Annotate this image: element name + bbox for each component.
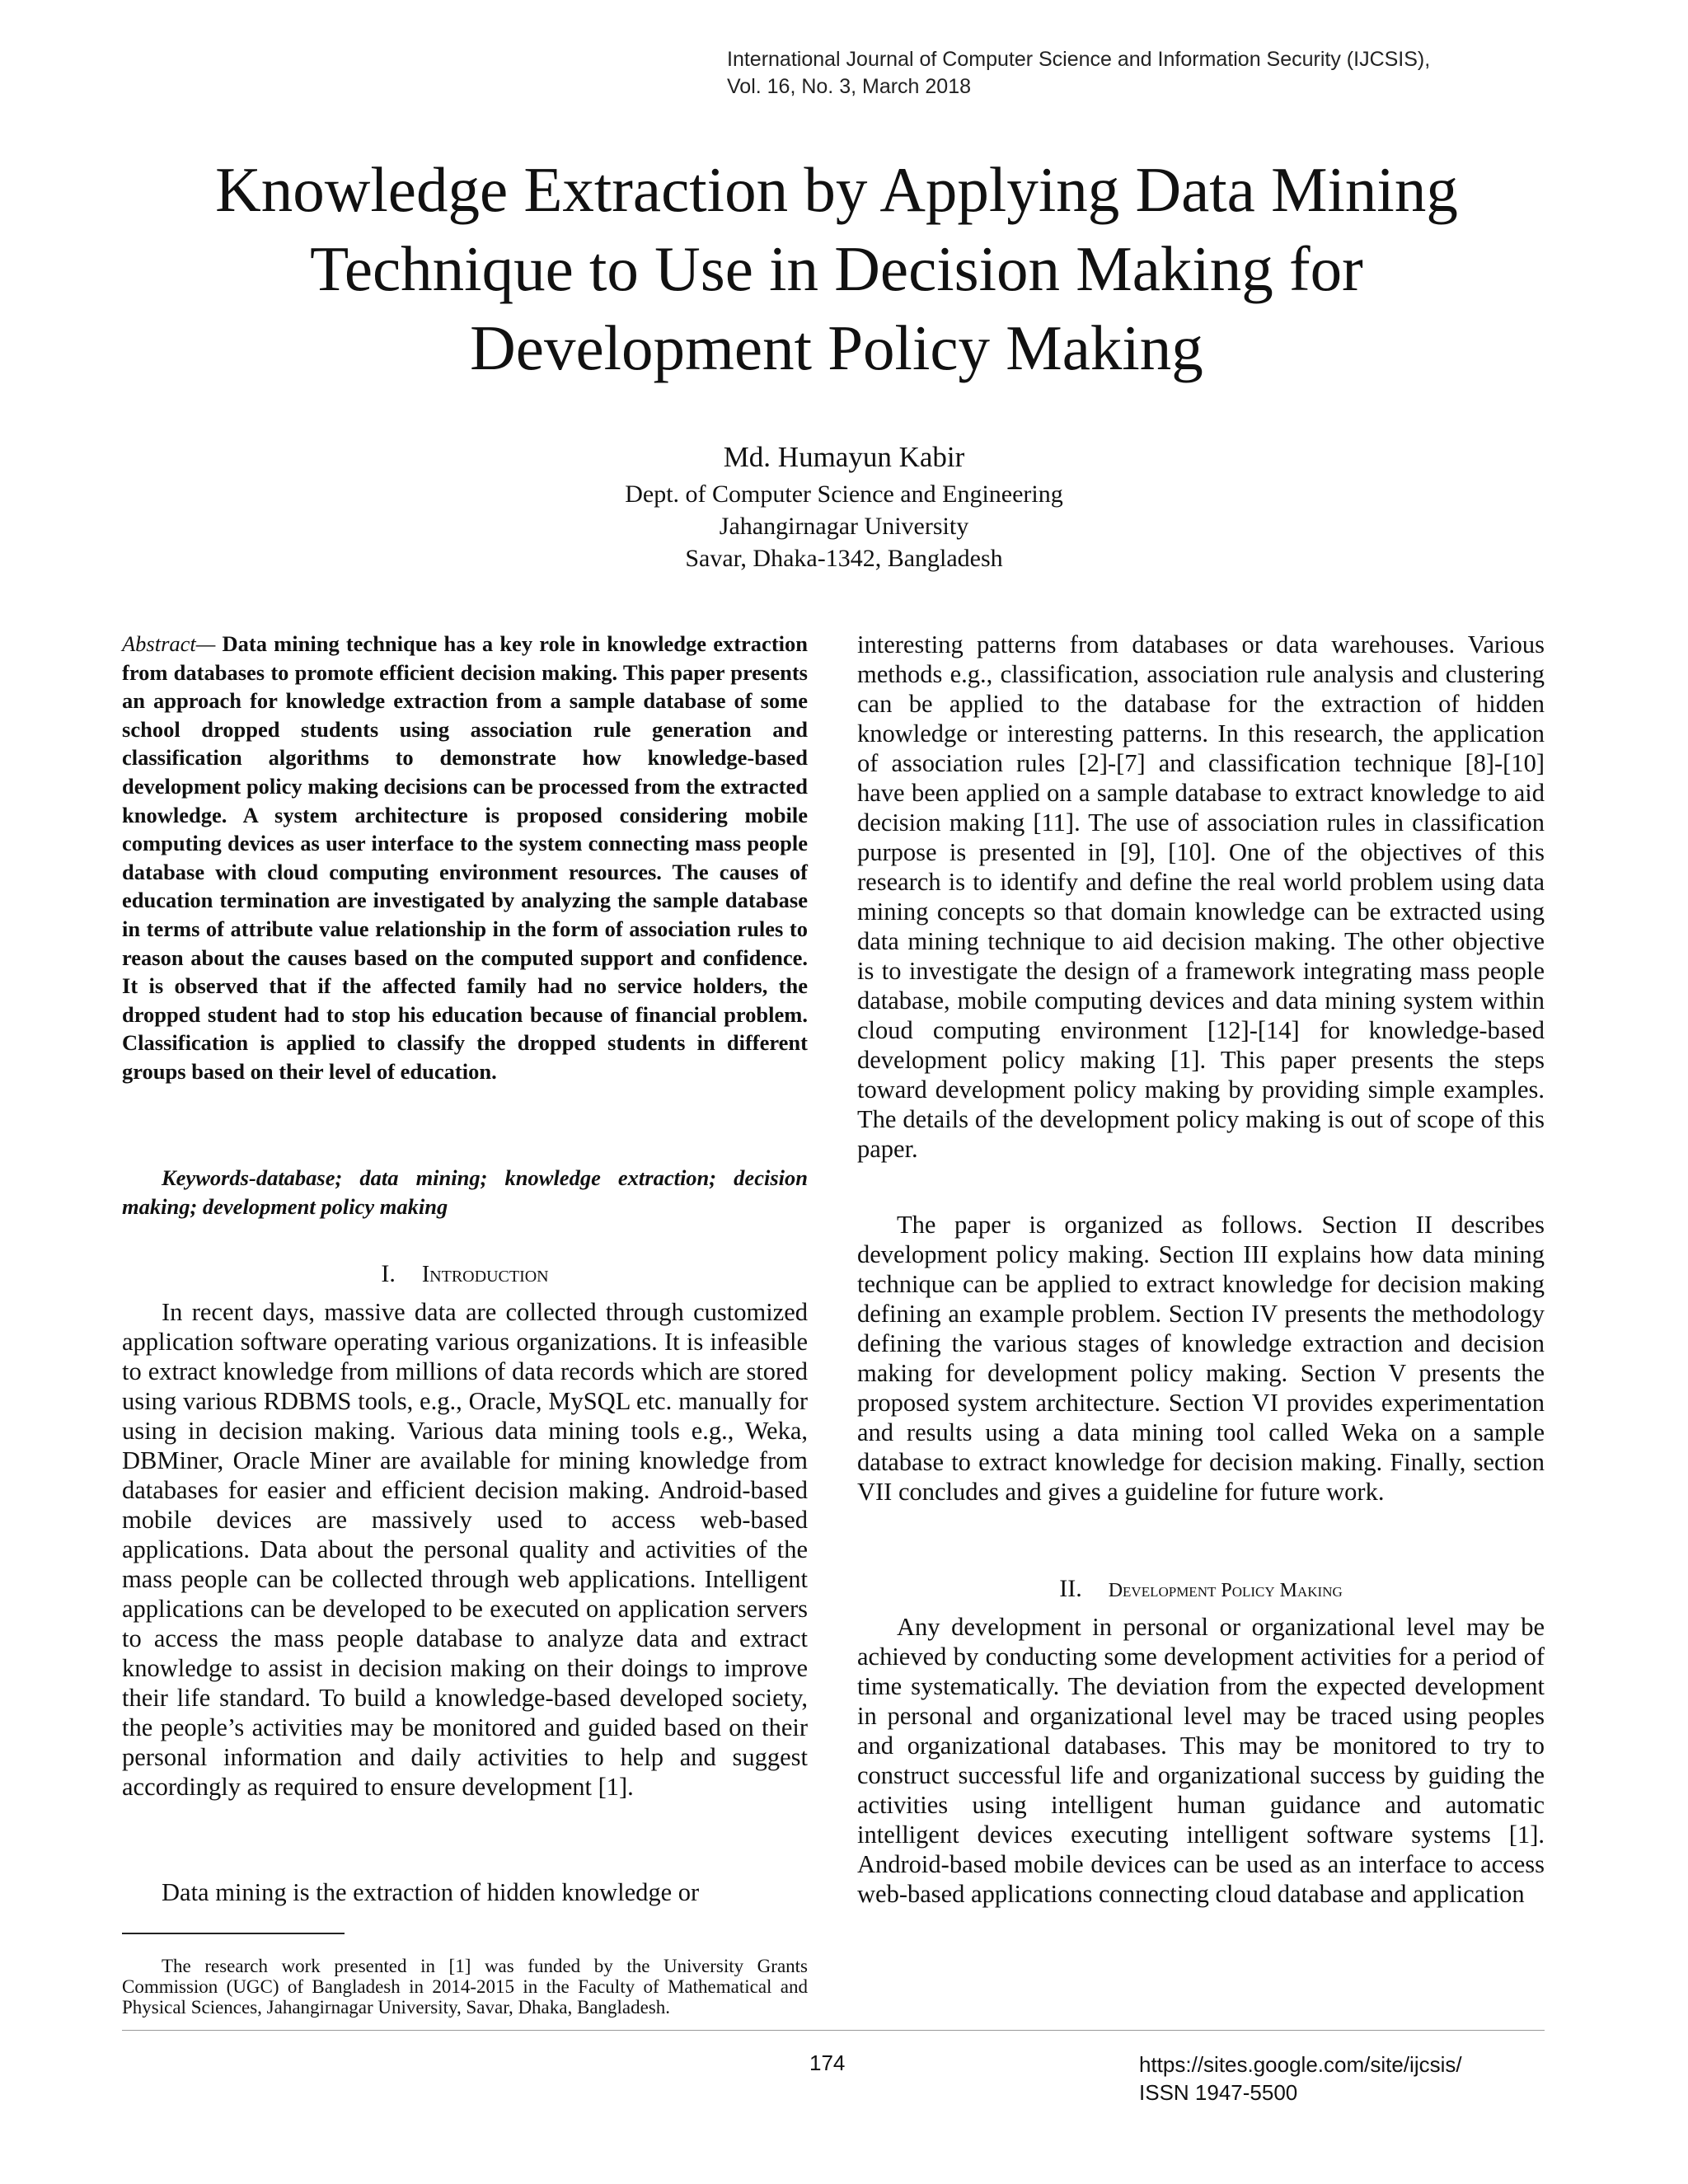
paragraph: The paper is organized as follows. Section II describes development policy making. Section III explains how data mining technique can be applied to extract knowledge for decision making defining an example problem. Section IV presents the methodology defining the various stages of knowledge extraction and decision making for development policy making. Section V presents the proposed system architecture. Section VI provides experimentation and results using a data mining tool called Weka on a sample database to extract knowledge for decision making. Finally, section VII concludes and gives a guideline for future work. — [857, 1211, 1545, 1506]
affiliation-line: Jahangirnagar University — [719, 513, 969, 540]
abstract-label: Abstract— — [122, 631, 216, 656]
section-title: Introduction — [421, 1262, 549, 1287]
journal-volume: Vol. 16, No. 3, March 2018 — [727, 75, 972, 98]
affiliation-line: Dept. of Computer Science and Engineering — [625, 480, 1063, 508]
footnote-divider — [122, 1933, 345, 1934]
title-line: Knowledge Extraction by Applying Data Mining — [215, 154, 1458, 225]
title-line: Technique to Use in Decision Making for — [310, 233, 1363, 304]
abstract-text: Data mining technique has a key role in knowledge extraction from databases to promote efficient decision making. This paper presents an approach for knowledge extraction from a sample database of some school dropped students using association rule generation and classification algorithms to demonstrate how knowledge-based development policy making decisions can be processed from the extracted knowledge. A system architecture is proposed considering mobile computing devices as user interface to the system connecting mass people database with cloud computing environment resources. The causes of education termination are investigated by analyzing the sample database in terms of attribute value relationship in the form of association rules to reason about the causes based on the computed support and confidence. It is observed that if the affected family had no service holders, the dropped student had to stop his education because of financial problem. Classification is applied to classify the dropped students in different groups based on their level of education. — [122, 631, 808, 1084]
keywords: Keywords-database; data mining; knowledge extraction; decision making; development policy making — [122, 1165, 808, 1219]
section-heading-development-policy — [857, 1574, 1545, 1605]
paper-title — [99, 150, 1574, 387]
paragraph: Any development in personal or organizational level may be achieved by conducting some development activities for a period of time systematically. The deviation from the expected development in personal and organizational level may be traced using peoples and organizational databases. This may be monitored to try to construct successful life and organizational success by guiding the activities using intelligent human guidance and automatic intelligent devices executing intelligent software systems [1]. Android-based mobile devices can be used as an interface to access web-based applications connecting cloud database and application — [857, 1613, 1545, 1908]
affiliation-line: Savar, Dhaka-1342, Bangladesh — [685, 545, 1003, 572]
journal-url[interactable]: https://sites.google.com/site/ijcsis/ — [1139, 2052, 1462, 2077]
page-number: 174 — [809, 2050, 846, 2075]
author-name: Md. Humayun Kabir — [723, 441, 965, 473]
journal-name: International Journal of Computer Science and Information Security (IJCSIS), — [727, 48, 1431, 71]
section-heading-introduction — [122, 1259, 808, 1290]
abstract — [122, 630, 808, 1086]
paragraph: Data mining is the extraction of hidden knowledge or — [162, 1878, 700, 1906]
footer-info — [1139, 2050, 1462, 2107]
title-line: Development Policy Making — [470, 312, 1203, 383]
section-number: I. — [381, 1260, 396, 1287]
footer-divider — [122, 2030, 1545, 2031]
paragraph: interesting patterns from databases or data warehouses. Various methods e.g., classification, association rule analysis and clustering can be applied to the database for the extraction of hidden knowledge or interesting patterns. In this research, the application of association rules [2]-[7] and classification technique [8]-[10] have been applied on a sample database to extract knowledge to aid decision making [11]. The use of association rules in classification purpose is presented in [9], [10]. One of the objectives of this research is to identify and define the real world problem using data mining concepts so that domain knowledge can be extracted using data mining technique to aid decision making. The other objective is to investigate the design of a framework integrating mass people database, mobile computing devices and data mining system within cloud computing environment [12]-[14] for knowledge-based development policy making [1]. This paper presents the steps toward development policy making by providing simple examples. The details of the development policy making is out of scope of this paper. — [857, 630, 1545, 1163]
paragraph: In recent days, massive data are collected through customized application software operating various organizations. It is infeasible to extract knowledge from millions of data records which are stored using various RDBMS tools, e.g., Oracle, MySQL etc. manually for using in decision making. Various data mining tools e.g., Weka, DBMiner, Oracle Miner are available for mining knowledge from databases for easier and efficient decision making. Android-based mobile devices are massively used to access web-based applications. Data about the personal quality and activities of the mass people can be collected through web applications. Intelligent applications can be developed to be executed on application servers to access the mass people database to analyze data and extract knowledge to assist in decision making on their doings to improve their life standard. To build a knowledge-based developed society, the people’s activities may be monitored and guided based on their personal information and daily activities to help and suggest accordingly as required to ensure development [1]. — [122, 1298, 808, 1801]
author-affiliation — [0, 478, 1688, 574]
section-number: II. — [1059, 1575, 1082, 1602]
footnote: The research work presented in [1] was funded by the University Grants Commission (UGC) of Bangladesh in 2014-2015 in the Faculty of Mathematical and Physical Sciences, Jahangirnagar University, Savar, Dhaka, Bangladesh. — [122, 1956, 808, 2018]
issn: ISSN 1947-5500 — [1139, 2080, 1298, 2105]
journal-header — [727, 46, 1430, 101]
section-title: Development Policy Making — [1108, 1580, 1343, 1601]
